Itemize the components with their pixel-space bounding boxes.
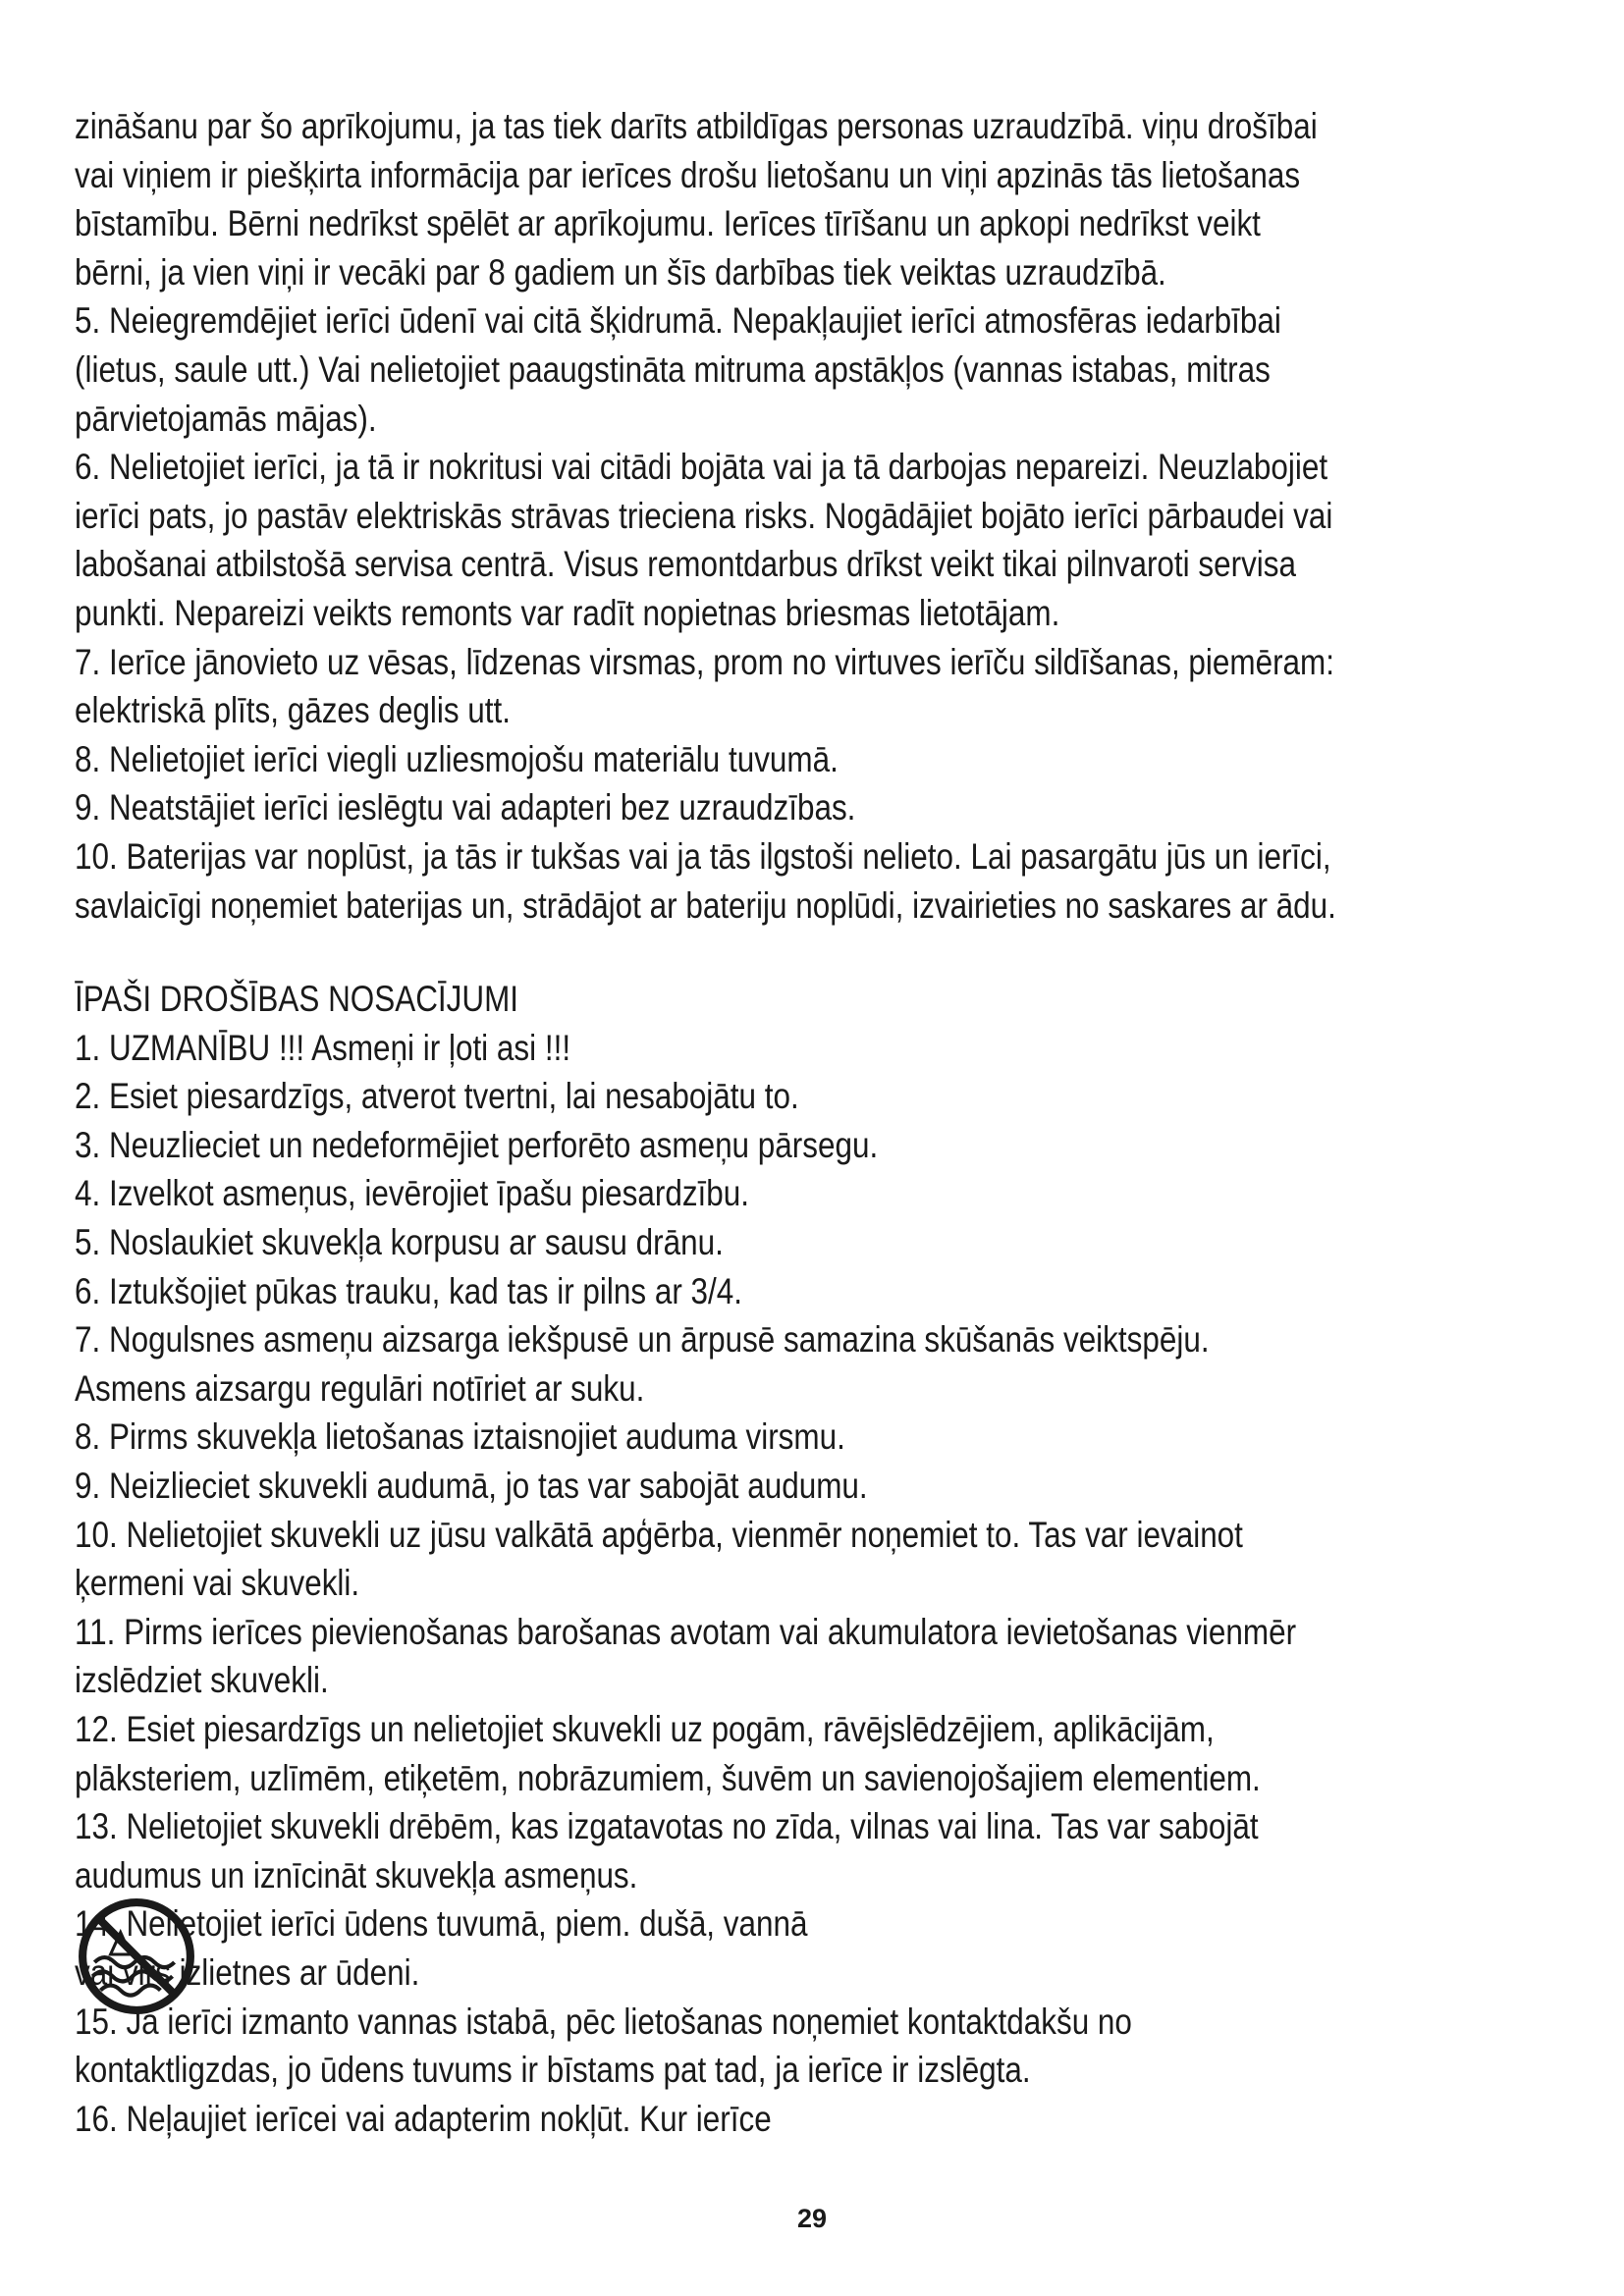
safety-item-14-cont: vai virs izlietnes ar ūdeni. bbox=[75, 1951, 420, 1993]
safety-item-13: 13. Nelietojiet skuvekli drēbēm, kas izgatavotas no zīda, vilnas vai lina. Tas var sabojāt bbox=[75, 1806, 1259, 1847]
safety-item-13-cont: audumus un iznīcināt skuvekļa asmeņus. bbox=[75, 1854, 638, 1896]
list-item-9-line: 9. Neatstājiet ierīci ieslēgtu vai adapteri bez uzraudzības. bbox=[75, 787, 856, 828]
section-spacer bbox=[75, 930, 1343, 975]
safety-item-11: 11. Pirms ierīces pievienošanas barošanas avotam vai akumulatora ievietošanas vienmēr bbox=[75, 1611, 1297, 1652]
safety-item-7: 7. Nogulsnes asmeņu aizsarga iekšpusē un ārpusē samazina skūšanās veiktspēju. bbox=[75, 1319, 1210, 1361]
safety-item-10: 10. Nelietojiet skuvekli uz jūsu valkātā apģērba, vienmēr noņemiet to. Tas var ievainot bbox=[75, 1514, 1243, 1555]
safety-item-11-cont: izslēdziet skuvekli. bbox=[75, 1660, 329, 1701]
paragraph-line: bērni, ja vien viņi ir vecāki par 8 gadiem un šīs darbības tiek veiktas uzraudzībā. bbox=[75, 251, 1166, 293]
list-item-10-line: 10. Baterijas var noplūst, ja tās ir tukšas vai ja tās ilgstoši nelieto. Lai pasargātu jūs un ierīci, bbox=[75, 835, 1331, 877]
list-item-6-line: labošanai atbilstošā servisa centrā. Visus remontdarbus drīkst veikt tikai pilnvaroti servisa bbox=[75, 544, 1297, 585]
page-number: 29 bbox=[796, 2204, 828, 2233]
safety-item-12: 12. Esiet piesardzīgs un nelietojiet skuvekli uz pogām, rāvējslēdzējiem, aplikācijām, bbox=[75, 1709, 1215, 1749]
safety-item-7-cont: Asmens aizsargu regulāri notīriet ar suku. bbox=[75, 1367, 645, 1409]
list-item-8-line: 8. Nelietojiet ierīci viegli uzliesmojošu materiālu tuvumā. bbox=[75, 738, 839, 779]
section-heading: ĪPAŠI DROŠĪBAS NOSACĪJUMI bbox=[75, 979, 519, 1020]
list-item-7-line: 7. Ierīce jānovieto uz vēsas, līdzenas virsmas, prom no virtuves ierīču sildīšanas, piemēram: bbox=[75, 641, 1334, 682]
safety-item-5: 5. Noslaukiet skuvekļa korpusu ar sausu drānu. bbox=[75, 1222, 724, 1263]
list-item-7-line: elektriskā plīts, gāzes deglis utt. bbox=[75, 690, 512, 731]
safety-item-9: 9. Neizlieciet skuvekli audumā, jo tas var sabojāt audumu. bbox=[75, 1466, 868, 1507]
safety-item-6: 6. Iztukšojiet pūkas trauku, kad tas ir pilns ar 3/4. bbox=[75, 1270, 742, 1311]
no-water-icon bbox=[77, 1896, 196, 2016]
safety-item-12-cont: plāksteriem, uzlīmēm, etiķetēm, nobrāzumiem, šuvēm un savienojošajiem elementiem. bbox=[75, 1757, 1261, 1798]
safety-item-16: 16. Neļaujiet ierīcei vai adapterim nokļūt. Kur ierīce bbox=[75, 2098, 772, 2139]
safety-item-14: 14. Nelietojiet ierīci ūdens tuvumā, piem. dušā, vannā bbox=[75, 1903, 808, 1945]
list-item-5-line: 5. Neiegremdējiet ierīci ūdenī vai citā šķidrumā. Nepakļaujiet ierīci atmosfēras iedarbībai bbox=[75, 300, 1281, 342]
list-item-6-line: ierīci pats, jo pastāv elektriskās strāvas trieciena risks. Nogādājiet bojāto ierīci pārbaudei vai bbox=[75, 495, 1333, 536]
text-block bbox=[75, 102, 1343, 2143]
list-item-10-line: savlaicīgi noņemiet baterijas un, strādājot ar bateriju noplūdi, izvairieties no saskares ar ādu. bbox=[75, 884, 1336, 926]
safety-item-1: 1. UZMANĪBU !!! Asmeņi ir ļoti asi !!! bbox=[75, 1027, 571, 1068]
safety-item-3: 3. Neuzlieciet un nedeformējiet perforēto asmeņu pārsegu. bbox=[75, 1124, 879, 1165]
safety-item-10-cont: ķermeni vai skuvekli. bbox=[75, 1563, 360, 1604]
paragraph-line: zināšanu par šo aprīkojumu, ja tas tiek darīts atbildīgas personas uzraudzībā. viņu drošībai bbox=[75, 106, 1318, 146]
paragraph-line: bīstamību. Bērni nedrīkst spēlēt ar aprīkojumu. Ierīces tīrīšanu un apkopi nedrīkst veikt bbox=[75, 203, 1261, 244]
list-item-6-line: punkti. Nepareizi veikts remonts var radīt nopietnas briesmas lietotājam. bbox=[75, 592, 1060, 633]
list-item-5-line: (lietus, saule utt.) Vai nelietojiet paaugstināta mitruma apstākļos (vannas istabas, mitras bbox=[75, 348, 1271, 390]
list-item-6-line: 6. Nelietojiet ierīci, ja tā ir nokritusi vai citādi bojāta vai ja tā darbojas nepareizi. Neuzlabojiet bbox=[75, 447, 1328, 488]
paragraph-line: vai viņiem ir piešķirta informācija par ierīces drošu lietošanu un viņi apzinās tās lietošanas bbox=[75, 154, 1301, 195]
safety-item-15: 15. Ja ierīci izmanto vannas istabā, pēc lietošanas noņemiet kontaktdakšu no bbox=[75, 2001, 1132, 2042]
safety-item-8: 8. Pirms skuvekļa lietošanas iztaisnojiet auduma virsmu. bbox=[75, 1416, 845, 1458]
safety-item-15-cont: kontaktligzdas, jo ūdens tuvums ir bīstams pat tad, ja ierīce ir izslēgta. bbox=[75, 2050, 1031, 2091]
safety-item-2: 2. Esiet piesardzīgs, atverot tvertni, lai nesabojātu to. bbox=[75, 1076, 799, 1117]
list-item-5-line: pārvietojamās mājas). bbox=[75, 398, 377, 439]
safety-item-4: 4. Izvelkot asmeņus, ievērojiet īpašu piesardzību. bbox=[75, 1173, 750, 1214]
